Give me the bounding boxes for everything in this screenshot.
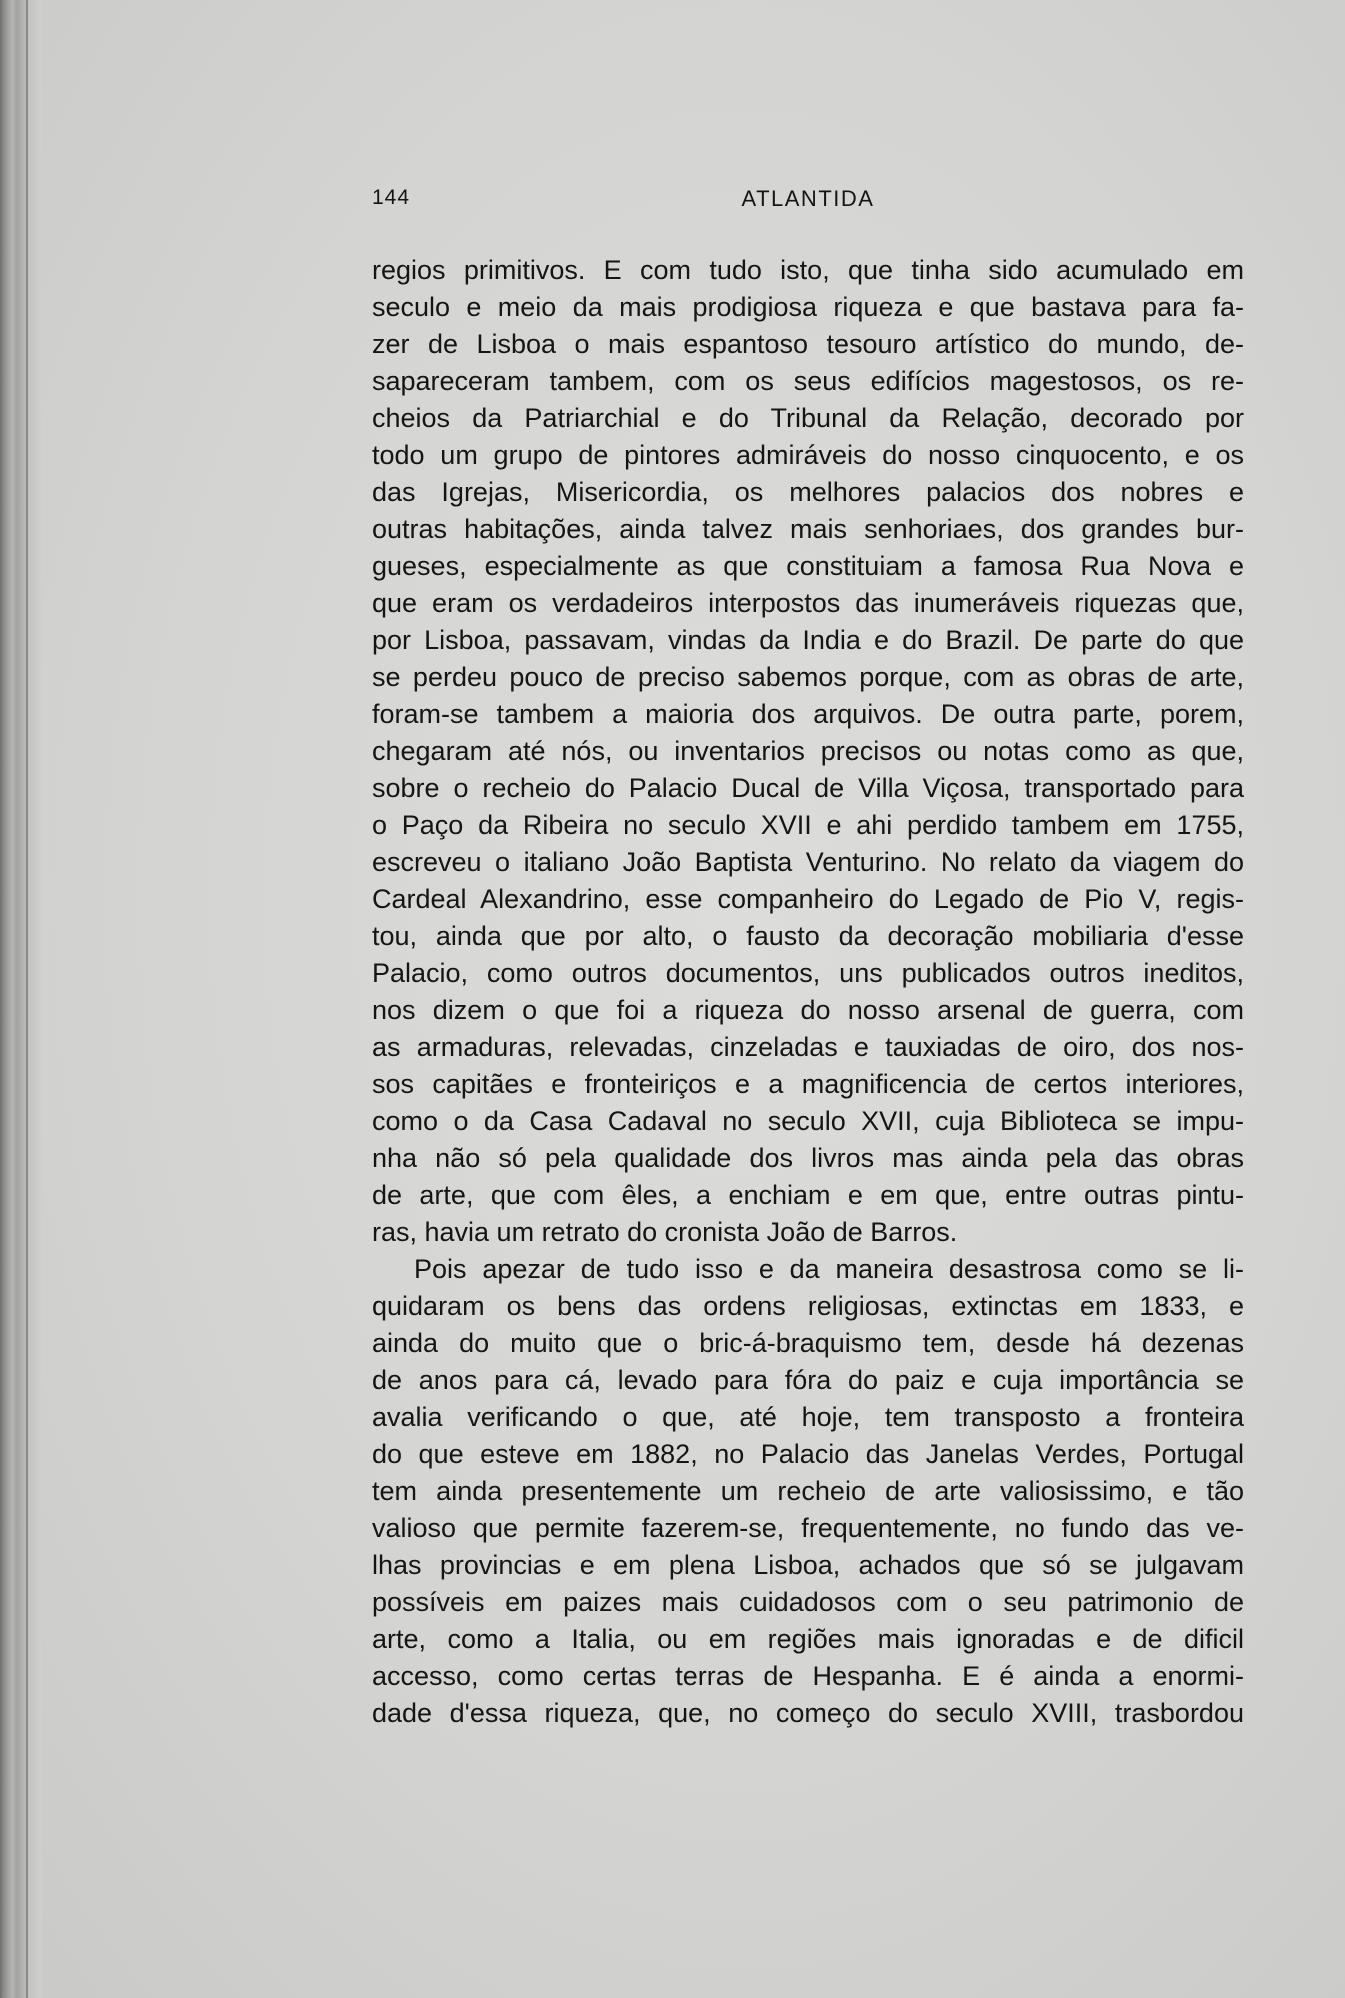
text-line: arte, como a Italia, ou em regiões mais ignoradas e de dificil (372, 1624, 1244, 1654)
text-line: valioso que permite fazerem-se, frequentemente, no fundo das ve- (372, 1513, 1244, 1543)
text-line: o Paço da Ribeira no seculo XVII e ahi perdido tambem em 1755, (372, 810, 1244, 840)
text-line: sapareceram tambem, com os seus edifícios magestosos, os re- (372, 366, 1244, 396)
text-line: de anos para cá, levado para fóra do paiz e cuja importância se (372, 1365, 1244, 1395)
binding-fold-line (26, 0, 28, 1998)
text-line: seculo e meio da mais prodigiosa riqueza e que bastava para fa- (372, 292, 1244, 322)
body-text (372, 252, 1244, 1732)
text-line: tou, ainda que por alto, o fausto da decoração mobiliaria d'esse (372, 921, 1244, 951)
text-line: escreveu o italiano João Baptista Venturino. No relato da viagem do (372, 847, 1244, 877)
running-head (372, 186, 1244, 216)
text-line: tem ainda presentemente um recheio de arte valiosissimo, e tão (372, 1476, 1244, 1506)
text-line: as armaduras, relevadas, cinzeladas e tauxiadas de oiro, dos nos- (372, 1032, 1244, 1062)
text-line: ainda do muito que o bric-á-braquismo tem, desde há dezenas (372, 1328, 1244, 1358)
text-line: que eram os verdadeiros interpostos das inumeráveis riquezas que, (372, 588, 1244, 618)
text-line: nha não só pela qualidade dos livros mas ainda pela das obras (372, 1143, 1244, 1173)
text-line: regios primitivos. E com tudo isto, que tinha sido acumulado em (372, 255, 1244, 285)
text-line: por Lisboa, passavam, vindas da India e do Brazil. De parte do que (372, 625, 1244, 655)
text-line: se perdeu pouco de preciso sabemos porque, com as obras de arte, (372, 662, 1244, 692)
text-line: das Igrejas, Misericordia, os melhores palacios dos nobres e (372, 477, 1244, 507)
text-line: nos dizem o que foi a riqueza do nosso arsenal de guerra, com (372, 995, 1244, 1025)
page-number: 144 (372, 186, 411, 209)
text-line: sos capitães e fronteiriços e a magnificencia de certos interiores, (372, 1069, 1244, 1099)
text-line: possíveis em paizes mais cuidadosos com o seu patrimonio de (372, 1587, 1244, 1617)
text-line: lhas provincias e em plena Lisboa, achados que só se julgavam (372, 1550, 1244, 1580)
text-line: zer de Lisboa o mais espantoso tesouro artístico do mundo, de- (372, 329, 1244, 359)
text-line: do que esteve em 1882, no Palacio das Janelas Verdes, Portugal (372, 1439, 1244, 1469)
text-line: quidaram os bens das ordens religiosas, extinctas em 1833, e (372, 1291, 1244, 1321)
running-title: ATLANTIDA (741, 186, 875, 211)
text-line: accesso, como certas terras de Hespanha. E é ainda a enormi- (372, 1661, 1244, 1691)
text-line: outras habitações, ainda talvez mais senhoriaes, dos grandes bur- (372, 514, 1244, 544)
text-line: de arte, que com êles, a enchiam e em que, entre outras pintu- (372, 1180, 1244, 1210)
text-line: avalia verificando o que, até hoje, tem transposto a fronteira (372, 1402, 1244, 1432)
text-line: cheios da Patriarchial e do Tribunal da Relação, decorado por (372, 403, 1244, 433)
text-line: como o da Casa Cadaval no seculo XVII, cuja Biblioteca se impu- (372, 1106, 1244, 1136)
text-line: gueses, especialmente as que constituiam a famosa Rua Nova e (372, 551, 1244, 581)
paragraph-first-line: Pois apezar de tudo isso e da maneira desastrosa como se li- (414, 1254, 1244, 1284)
text-line: dade d'essa riqueza, que, no começo do seculo XVIII, trasbordou (372, 1698, 1244, 1728)
text-line: Palacio, como outros documentos, uns publicados outros ineditos, (372, 958, 1244, 988)
text-line: sobre o recheio do Palacio Ducal de Villa Viçosa, transportado para (372, 773, 1244, 803)
text-line: foram-se tambem a maioria dos arquivos. De outra parte, porem, (372, 699, 1244, 729)
text-line: todo um grupo de pintores admiráveis do nosso cinquocento, e os (372, 440, 1244, 470)
text-line: chegaram até nós, ou inventarios precisos ou notas como as que, (372, 736, 1244, 766)
binding-edge (0, 0, 42, 1998)
text-line: Cardeal Alexandrino, esse companheiro do Legado de Pio V, regis- (372, 884, 1244, 914)
paragraph-last-line: ras, havia um retrato do cronista João de Barros. (372, 1217, 958, 1247)
